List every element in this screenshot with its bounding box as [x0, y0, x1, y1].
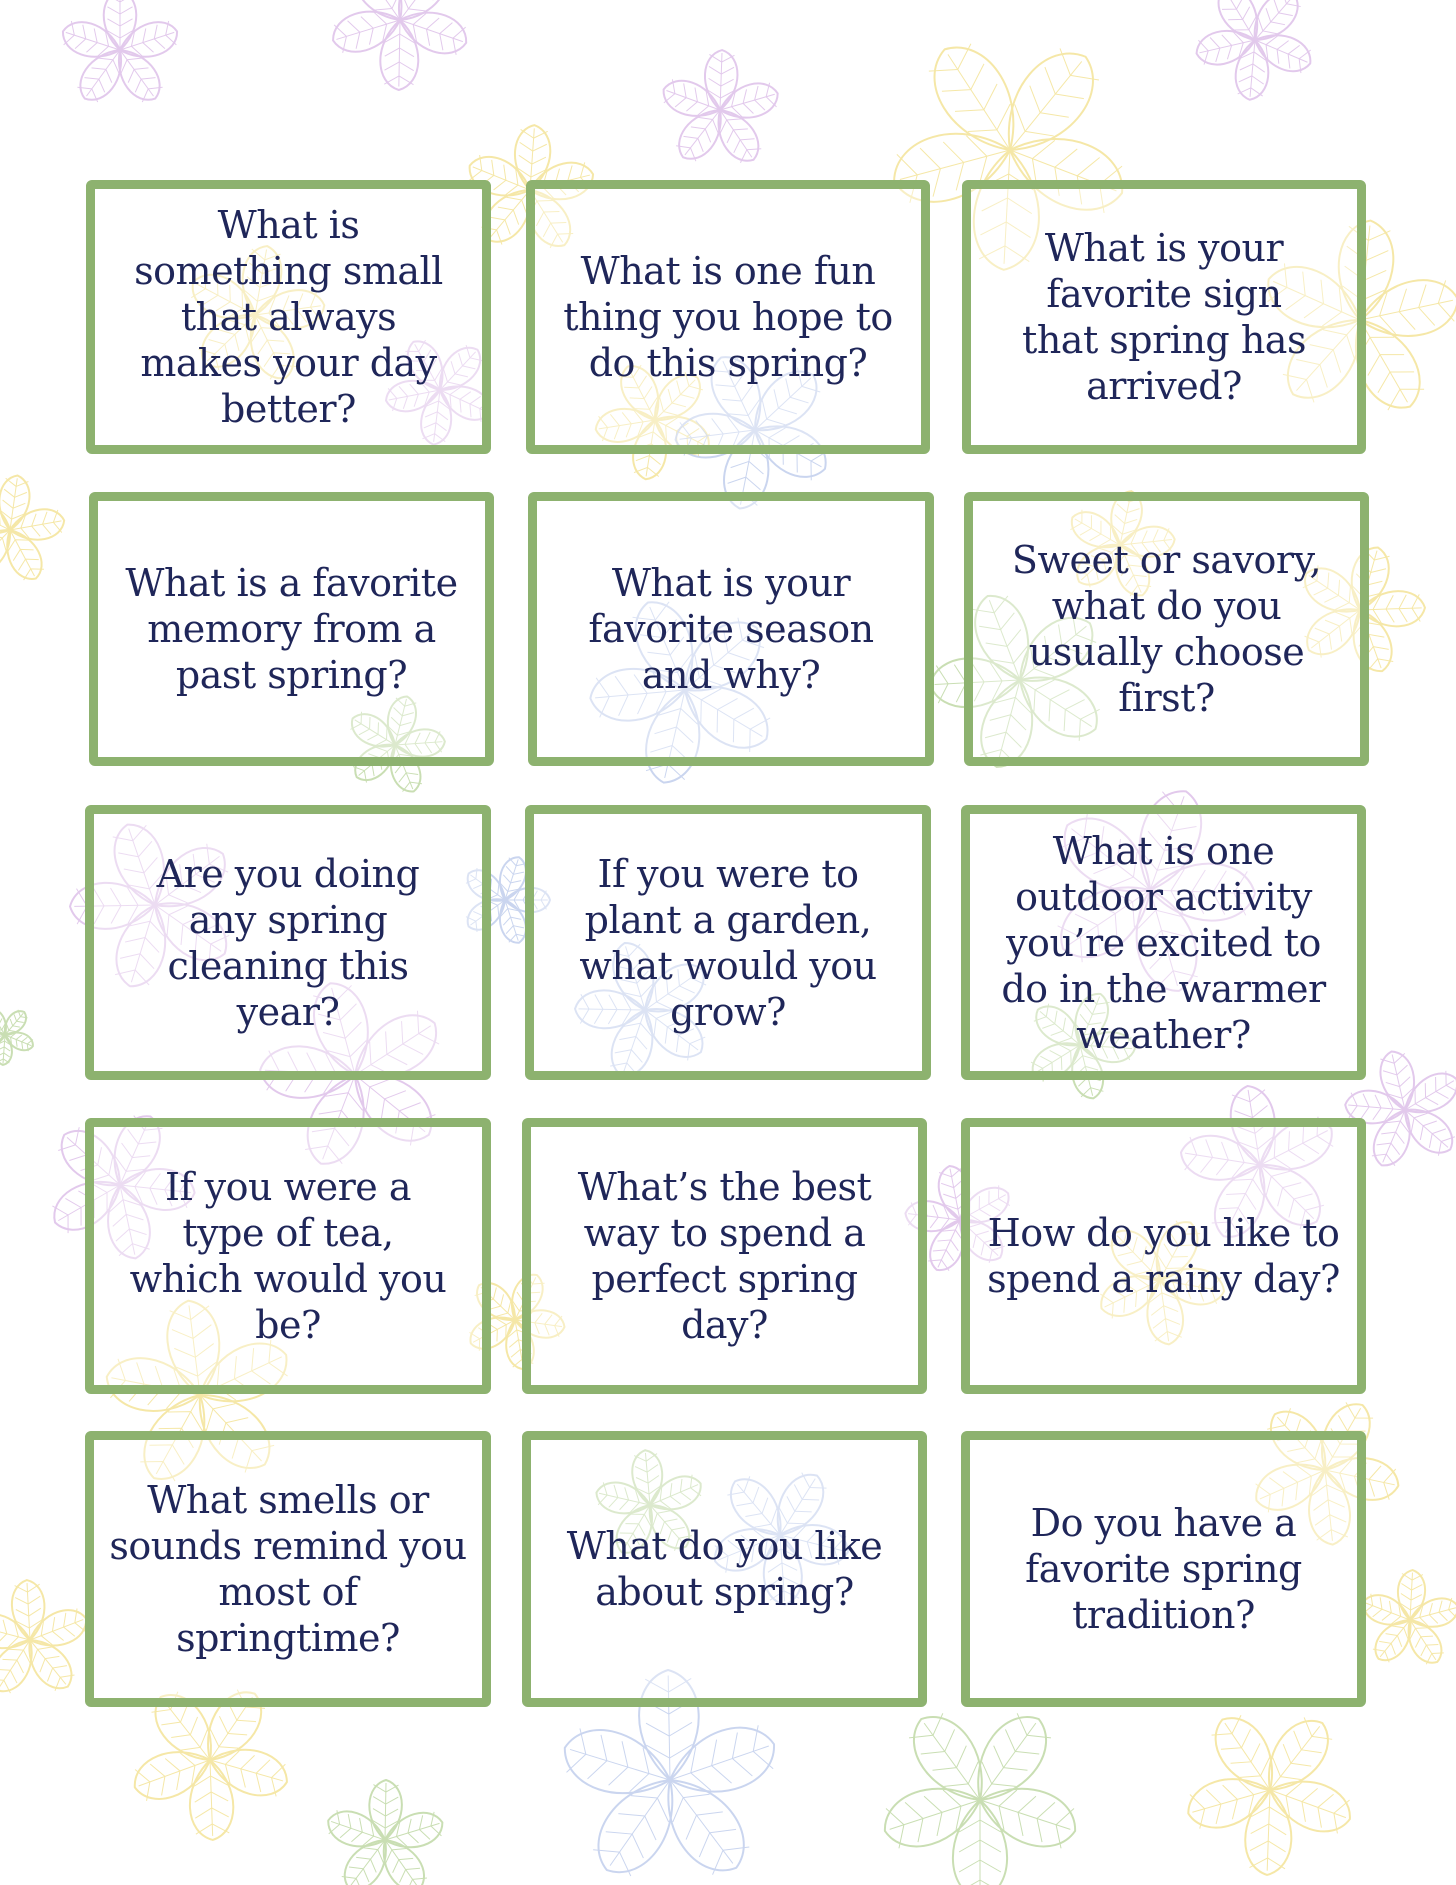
- question-card: [86, 180, 491, 454]
- question-text: If you were to plant a garden, what would you grow?: [579, 851, 877, 1034]
- flower-icon: [58, 0, 182, 108]
- flower-icon: [301, 0, 500, 118]
- question-card: [525, 805, 931, 1080]
- flower-icon: [656, 48, 784, 170]
- question-card: [962, 180, 1366, 454]
- question-text: What is one fun thing you hope to do this spring?: [563, 249, 893, 385]
- question-card: [89, 492, 494, 766]
- question-text: What is one outdoor activity you’re excited to do in the warmer weather?: [1001, 828, 1326, 1057]
- question-text: What’s the best way to spend a perfect spring day?: [577, 1165, 872, 1347]
- question-text: What is something small that always makes your day better?: [134, 203, 443, 431]
- question-card: [528, 492, 934, 766]
- question-text: How do you like to spend a rainy day?: [987, 1211, 1340, 1301]
- question-card: [961, 1118, 1366, 1394]
- flower-icon: [0, 992, 48, 1077]
- question-card: [526, 180, 930, 454]
- question-card: [964, 492, 1369, 766]
- question-card: [85, 1431, 491, 1707]
- question-text: What is your favorite season and why?: [588, 561, 874, 697]
- question-card: [85, 1118, 491, 1394]
- question-card: [961, 1431, 1366, 1707]
- question-card: [961, 805, 1366, 1080]
- flower-icon: [1170, 0, 1341, 125]
- question-text: What is your favorite sign that spring has arrived?: [1022, 226, 1306, 408]
- question-text: What smells or sounds remind you most of springtime?: [109, 1478, 467, 1660]
- question-text: Sweet or savory, what do you usually choose first?: [1011, 538, 1322, 720]
- flower-icon: [0, 468, 74, 591]
- flower-icon: [322, 1779, 448, 1885]
- question-text: What do you like about spring?: [566, 1524, 883, 1614]
- flower-icon: [1356, 1567, 1456, 1671]
- question-card: [522, 1431, 927, 1707]
- question-card: [522, 1118, 927, 1394]
- question-text: Are you doing any spring cleaning this year?: [156, 851, 420, 1034]
- question-text: Do you have a favorite spring tradition?: [1025, 1501, 1302, 1637]
- question-text: If you were a type of tea, which would you be?: [129, 1165, 447, 1347]
- question-card: [85, 805, 491, 1080]
- question-text: What is a favorite memory from a past spring?: [125, 561, 458, 697]
